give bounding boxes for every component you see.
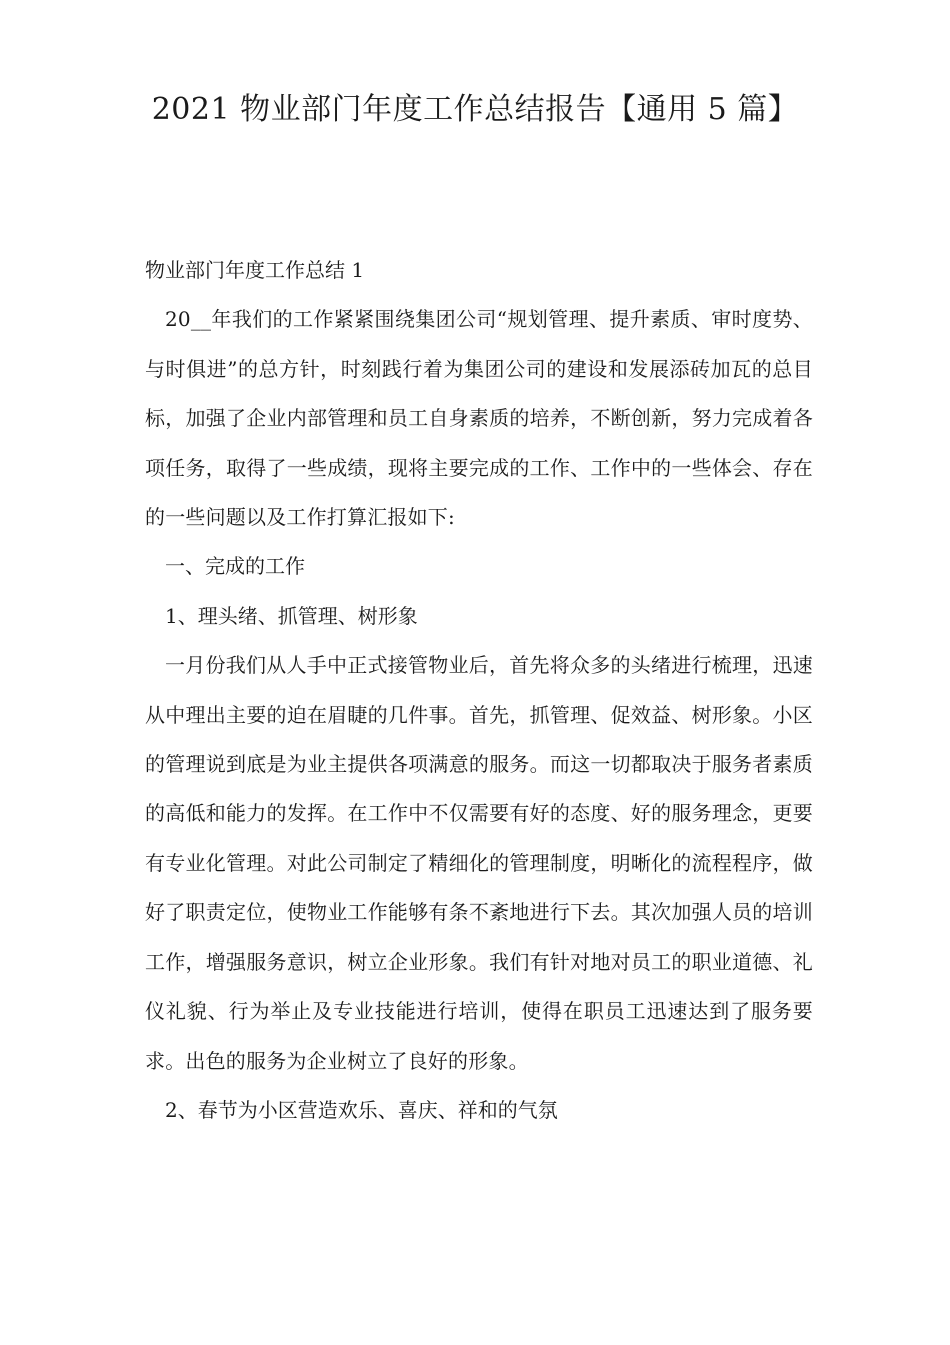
paragraph-intro: 20__年我们的工作紧紧围绕集团公司“规划管理、提升素质、审时度势、与时俱进”的总方针，时刻践行着为集团公司的建设和发展添砖加瓦的总目标，加强了企业内部管理和员工自身素质的培养，不断创新，努力完成着各项任务，取得了一些成绩，现将主要完成的工作、工作中的一些体会、存在的一些问题以及工作打算汇报如下: — [145, 307, 813, 530]
section-heading: 物业部门年度工作总结 1 — [145, 258, 365, 282]
document-title: 2021 物业部门年度工作总结报告【通用 5 篇】 — [151, 92, 799, 127]
subheading-spring-festival: 2、春节为小区营造欢乐、喜庆、祥和的气氛 — [165, 1097, 558, 1122]
heading-completed-work: 一、完成的工作 — [165, 554, 305, 579]
document-body — [145, 246, 813, 1135]
paragraph-management: 一月份我们从人手中正式接管物业后，首先将众多的头绪进行梳理，迅速从中理出主要的迫在眉睫的几件事。首先，抓管理、促效益、树形象。小区的管理说到底是为业主提供各项满意的服务。而这一切都取决于服务者素质的高低和能力的发挥。在工作中不仅需要有好的态度、好的服务理念，更要有专业化管理。对此公司制定了精细化的管理制度，明晰化的流程程序，做好了职责定位，使物业工作能够有条不紊地进行下去。其次加强人员的培训工作，增强服务意识，树立企业形象。我们有针对地对员工的职业道德、礼仪礼貌、行为举止及专业技能进行培训，使得在职员工迅速达到了服务要求。出色的服务为企业树立了良好的形象。 — [145, 653, 813, 1073]
subheading-management: 1、理头绪、抓管理、树形象 — [165, 603, 418, 628]
